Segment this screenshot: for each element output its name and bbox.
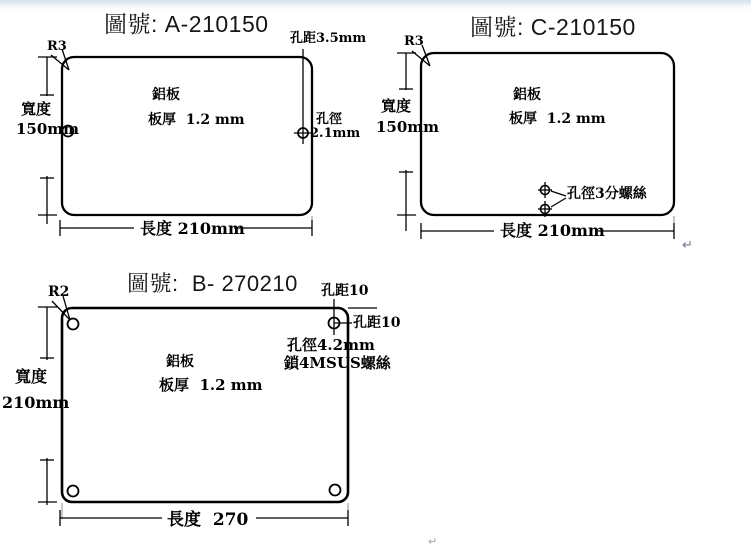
plate-b-hole-top-left xyxy=(68,319,79,330)
plate-b-hole-bottom-right xyxy=(330,485,341,496)
drawing-a-corner-radius-label: R3 xyxy=(47,39,67,54)
drawing-a-hole-pitch-label: 孔距3.5mm xyxy=(290,31,367,46)
drawing-c-length-label: 長度 210mm xyxy=(500,221,605,240)
drawing-b-hole-pitch-top-label: 孔距10 xyxy=(321,283,369,299)
drawing-a-title: 圖號: A-210150 xyxy=(104,11,269,37)
drawing-a-width-label: 寬度 xyxy=(21,100,52,118)
drawing-a-material-label: 鋁板 xyxy=(152,87,180,103)
drawing-c-width-value: 150mm xyxy=(376,118,440,136)
drawing-b-width-label: 寬度 xyxy=(15,367,48,386)
drawing-b-corner-radius-label: R2 xyxy=(48,284,70,300)
drawing-c-title: 圖號: C-210150 xyxy=(470,14,636,40)
page-artifact-return-mark: ↵ xyxy=(428,535,438,548)
drawing-b-hole-pitch-right-label: 孔距10 xyxy=(353,315,401,331)
drawing-b-title: 圖號: B- 270210 xyxy=(127,271,298,296)
drawing-c-thickness-label: 板厚 1.2 mm xyxy=(509,111,606,127)
drawing-c-width-label: 寬度 xyxy=(381,97,412,115)
drawing-c-hole-note-label: 孔徑3分螺絲 xyxy=(567,186,647,202)
drawing-c-material-label: 鋁板 xyxy=(513,87,541,103)
plate-a-outline xyxy=(62,57,312,215)
plate-c-hole-note-leaders xyxy=(551,191,566,207)
drawing-a-thickness-label: 板厚 1.2 mm xyxy=(148,112,245,128)
drawing-a-hole-dia-label: 孔徑 xyxy=(316,112,343,127)
drawing-b-screw-note-label: 鎖4MSUS螺絲 xyxy=(284,354,391,372)
drawing-c-corner-radius-label: R3 xyxy=(404,34,424,49)
drawing-c-return-mark: ↵ xyxy=(682,238,693,253)
drawing-a-hole-dia-value: 2.1mm xyxy=(310,126,361,141)
plate-b-hole-bottom-left xyxy=(68,486,79,497)
drawing-a-length-label: 長度 210mm xyxy=(140,219,245,238)
drawing-b-hole-dia-label: 孔徑4.2mm xyxy=(287,336,375,354)
drawing-b-thickness-label: 板厚 1.2 mm xyxy=(159,376,263,394)
drawing-a-width-value: 150mm xyxy=(16,120,80,138)
drawing-b-length-label: 長度 270 xyxy=(167,510,249,530)
drawing-b-material-label: 鋁板 xyxy=(166,354,194,370)
drawing-a-plate-outline xyxy=(62,57,312,215)
drawing-b-width-value: 210mm xyxy=(2,393,70,412)
